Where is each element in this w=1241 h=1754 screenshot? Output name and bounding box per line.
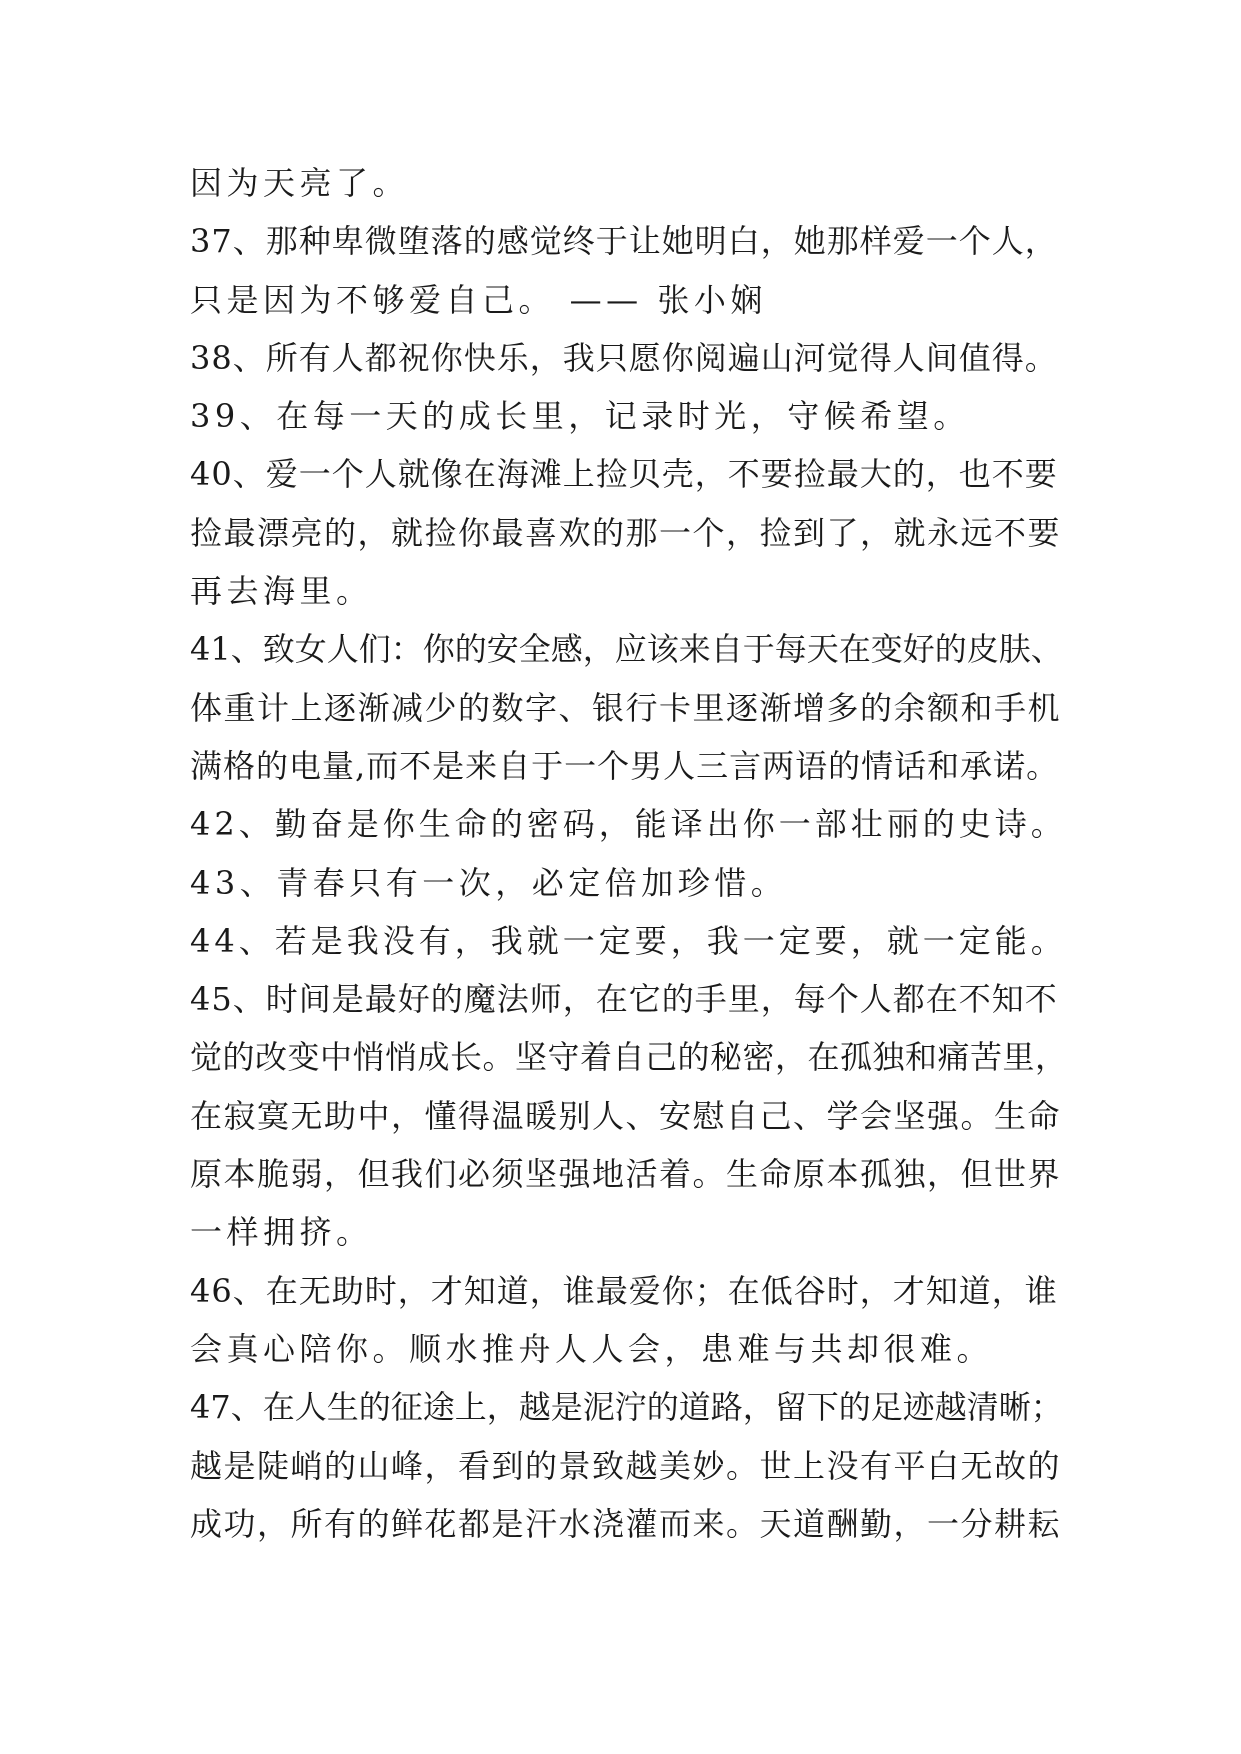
text-line: 会真心陪你。顺水推舟人人会，患难与共却很难。 <box>190 1329 994 1368</box>
text-line: 只是因为不够爱自己。 —— 张小娴 <box>190 280 767 319</box>
text-line: 满格的电量,而不是来自于一个男人三言两语的情话和承诺。 <box>190 746 1060 785</box>
text-line: 37、那种卑微堕落的感觉终于让她明白，她那样爱一个人， <box>190 222 1058 261</box>
text-line: 体重计上逐渐减少的数字、银行卡里逐渐增多的余额和手机 <box>190 688 1062 727</box>
text-line: 46、在无助时，才知道，谁最爱你；在低谷时，才知道，谁 <box>190 1271 1058 1310</box>
text-line: 43、青春只有一次，必定倍加珍惜。 <box>190 863 788 902</box>
text-body <box>190 154 1070 1553</box>
text-line: 觉的改变中悄悄成长。坚守着自己的秘密，在孤独和痛苦里， <box>190 1038 1068 1077</box>
text-line: 38、所有人都祝你快乐，我只愿你阅遍山河觉得人间值得。 <box>190 338 1058 377</box>
text-line: 42、勤奋是你生命的密码，能译出你一部壮丽的史诗。 <box>190 805 1067 844</box>
text-line: 越是陡峭的山峰，看到的景致越美妙。世上没有平白无故的 <box>190 1446 1062 1485</box>
text-line: 44、若是我没有，我就一定要，我一定要，就一定能。 <box>190 921 1067 960</box>
text-line: 40、爱一个人就像在海滩上捡贝壳，不要捡最大的，也不要 <box>190 455 1058 494</box>
text-line: 在寂寞无助中，懂得温暖别人、安慰自己、学会坚强。生命 <box>190 1096 1062 1135</box>
text-line: 39、在每一天的成长里，记录时光，守候希望。 <box>190 397 970 436</box>
text-line: 因为天亮了。 <box>190 164 410 202</box>
text-line: 原本脆弱，但我们必须坚强地活着。生命原本孤独，但世界 <box>190 1155 1062 1194</box>
text-line: 再去海里。 <box>190 572 373 611</box>
text-line: 45、时间是最好的魔法师，在它的手里，每个人都在不知不 <box>190 980 1058 1019</box>
text-line: 47、在人生的征途上，越是泥泞的道路，留下的足迹越清晰； <box>190 1388 1063 1427</box>
text-line: 41、致女人们：你的安全感，应该来自于每天在变好的皮肤、 <box>190 630 1063 669</box>
text-line: 成功，所有的鲜花都是汗水浇灌而来。天道酬勤，一分耕耘 <box>190 1504 1062 1543</box>
text-line: 一样拥挤。 <box>190 1213 373 1252</box>
text-line: 捡最漂亮的，就捡你最喜欢的那一个，捡到了，就永远不要 <box>190 513 1062 552</box>
